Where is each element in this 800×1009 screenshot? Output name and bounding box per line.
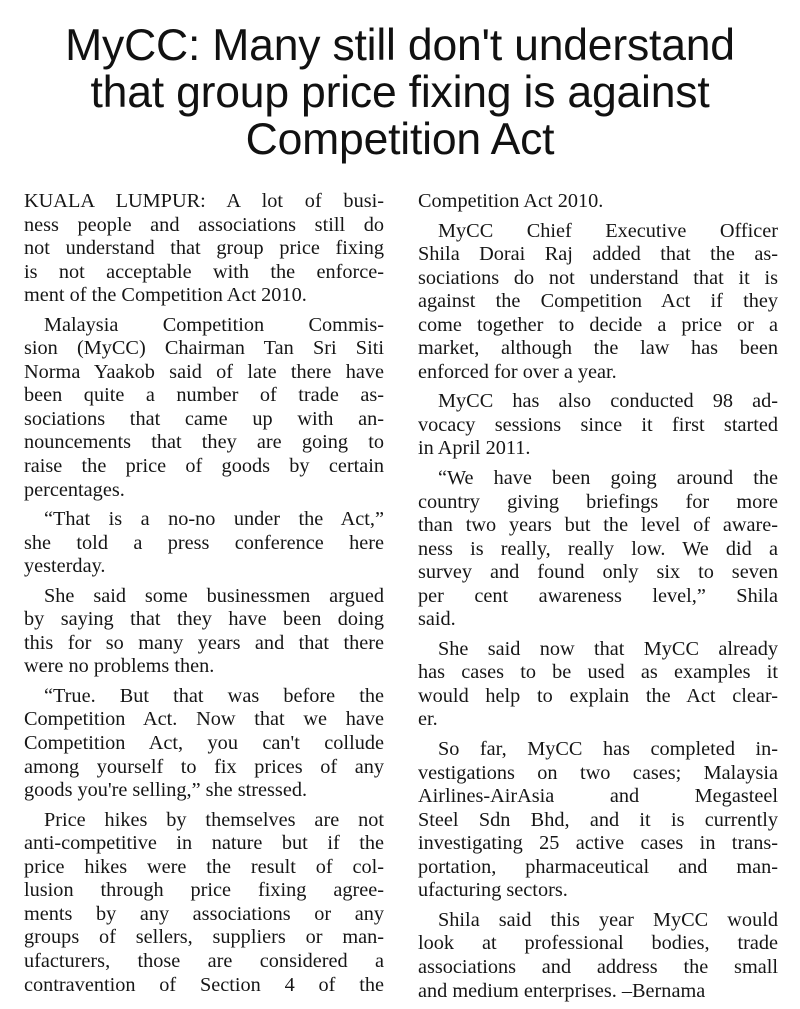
- paragraph-line: Competition Act 2010.: [418, 190, 604, 212]
- paragraph-line: been quite a number of trade as-: [24, 384, 384, 407]
- article-headline: [0, 22, 800, 163]
- paragraph-line: She said now that MyCC already: [438, 637, 778, 660]
- paragraph-line: would help to explain the Act clear-: [418, 684, 778, 707]
- paragraph-line: in April 2011.: [418, 437, 531, 460]
- paragraph-line: vestigations on two cases; Malaysia: [418, 761, 778, 784]
- paragraph-line: ness is really, really low. We did a: [418, 537, 778, 560]
- paragraph-line: “We have been going around the: [438, 467, 778, 490]
- paragraph-line: than two years but the level of aware-: [418, 514, 778, 537]
- paragraph-line: percentages.: [24, 478, 125, 501]
- paragraph-line: and medium enterprises. –Bernama: [418, 979, 706, 1002]
- paragraph-line: MyCC Chief Executive Officer: [438, 219, 778, 242]
- paragraph-line: ment of the Competition Act 2010.: [24, 284, 307, 307]
- paragraph-line: said.: [418, 608, 456, 631]
- paragraph-line: goods you're selling,” she stressed.: [24, 779, 308, 802]
- headline-line: that group price fixing is against: [90, 68, 710, 117]
- paragraph-line: yesterday.: [24, 555, 106, 578]
- paragraph-line: against the Competition Act if they: [418, 290, 778, 313]
- paragraph-line: per cent awareness level,” Shila: [418, 584, 778, 607]
- paragraph-line: country giving briefings for more: [418, 490, 778, 513]
- paragraph-line: she told a press conference here: [24, 531, 384, 554]
- paragraph-line: MyCC has also conducted 98 ad-: [438, 390, 778, 413]
- article-paragraph: [418, 738, 778, 903]
- article-paragraph: [24, 508, 384, 579]
- paragraph-line: look at professional bodies, trade: [418, 932, 778, 955]
- paragraph-line: is not acceptable with the enforce-: [24, 260, 384, 283]
- paragraph-line: “True. But that was before the: [44, 684, 384, 707]
- paragraph-line: were no problems then.: [24, 655, 215, 678]
- paragraph-line: enforced for over a year.: [418, 360, 617, 383]
- article-paragraph: [418, 909, 778, 1003]
- article-paragraph: [24, 190, 384, 308]
- paragraph-line: this for so many years and that there: [24, 631, 384, 654]
- paragraph-line: market, although the law has been: [418, 337, 778, 360]
- paragraph-line: ness people and associations still do: [24, 213, 384, 236]
- paragraph-line: ufacturers, those are considered a: [24, 949, 384, 972]
- paragraph-line: Steel Sdn Bhd, and it is currently: [418, 808, 778, 831]
- article-paragraph: [418, 390, 778, 461]
- paragraph-line: anti-competitive in nature but if the: [24, 832, 384, 855]
- paragraph-line: groups of sellers, suppliers or man-: [24, 926, 384, 949]
- article-paragraph: [418, 190, 778, 214]
- article-column-right: [418, 190, 778, 1009]
- paragraph-line: by saying that they have been doing: [24, 608, 384, 631]
- paragraph-line: So far, MyCC has completed in-: [438, 738, 778, 761]
- paragraph-line: investigating 25 active cases in trans-: [418, 832, 778, 855]
- paragraph-line: not understand that group price fixing: [24, 237, 384, 260]
- article-paragraph: [24, 809, 384, 997]
- paragraph-line: has cases to be used as examples it: [418, 661, 778, 684]
- paragraph-line: Shila said this year MyCC would: [438, 908, 778, 931]
- paragraph-line: survey and found only six to seven: [418, 561, 778, 584]
- paragraph-line: ments by any associations or any: [24, 902, 384, 925]
- article-column-left: [24, 190, 384, 1003]
- paragraph-line: Norma Yaakob said of late there have: [24, 360, 384, 383]
- paragraph-line: raise the price of goods by certain: [24, 455, 384, 478]
- paragraph-line: lusion through price fixing agree-: [24, 879, 384, 902]
- paragraph-line: price hikes were the result of col-: [24, 855, 384, 878]
- headline-line: MyCC: Many still don't understand: [65, 21, 735, 70]
- paragraph-line: come together to decide a price or a: [418, 313, 778, 336]
- paragraph-line: contravention of Section 4 of the: [24, 973, 384, 996]
- paragraph-line: associations and address the small: [418, 955, 778, 978]
- article-paragraph: [24, 585, 384, 679]
- article-paragraph: [24, 685, 384, 803]
- paragraph-line: portation, pharmaceutical and man-: [418, 855, 778, 878]
- article-paragraph: [418, 220, 778, 385]
- paragraph-line: Competition Act. Now that we have: [24, 708, 384, 731]
- paragraph-line: sion (MyCC) Chairman Tan Sri Siti: [24, 337, 384, 360]
- paragraph-line: er.: [418, 708, 438, 731]
- paragraph-line: Shila Dorai Raj added that the as-: [418, 243, 778, 266]
- paragraph-line: “That is a no-no under the Act,”: [44, 508, 384, 531]
- paragraph-line: sociations do not understand that it is: [418, 266, 778, 289]
- paragraph-line: Airlines-AirAsia and Megasteel: [418, 785, 778, 808]
- paragraph-line: sociations that came up with an-: [24, 407, 384, 430]
- paragraph-line: Price hikes by themselves are not: [44, 808, 384, 831]
- article-paragraph: [418, 638, 778, 732]
- paragraph-line: KUALA LUMPUR: A lot of busi-: [24, 190, 384, 212]
- article-paragraph: [24, 314, 384, 502]
- article-paragraph: [418, 467, 778, 632]
- headline-line: Competition Act: [245, 115, 555, 164]
- paragraph-line: among yourself to fix prices of any: [24, 755, 384, 778]
- paragraph-line: Competition Act, you can't collude: [24, 732, 384, 755]
- paragraph-line: nouncements that they are going to: [24, 431, 384, 454]
- paragraph-line: She said some businessmen argued: [44, 584, 384, 607]
- paragraph-line: ufacturing sectors.: [418, 879, 568, 902]
- paragraph-line: Malaysia Competition Commis-: [44, 313, 384, 336]
- paragraph-line: vocacy sessions since it first started: [418, 413, 778, 436]
